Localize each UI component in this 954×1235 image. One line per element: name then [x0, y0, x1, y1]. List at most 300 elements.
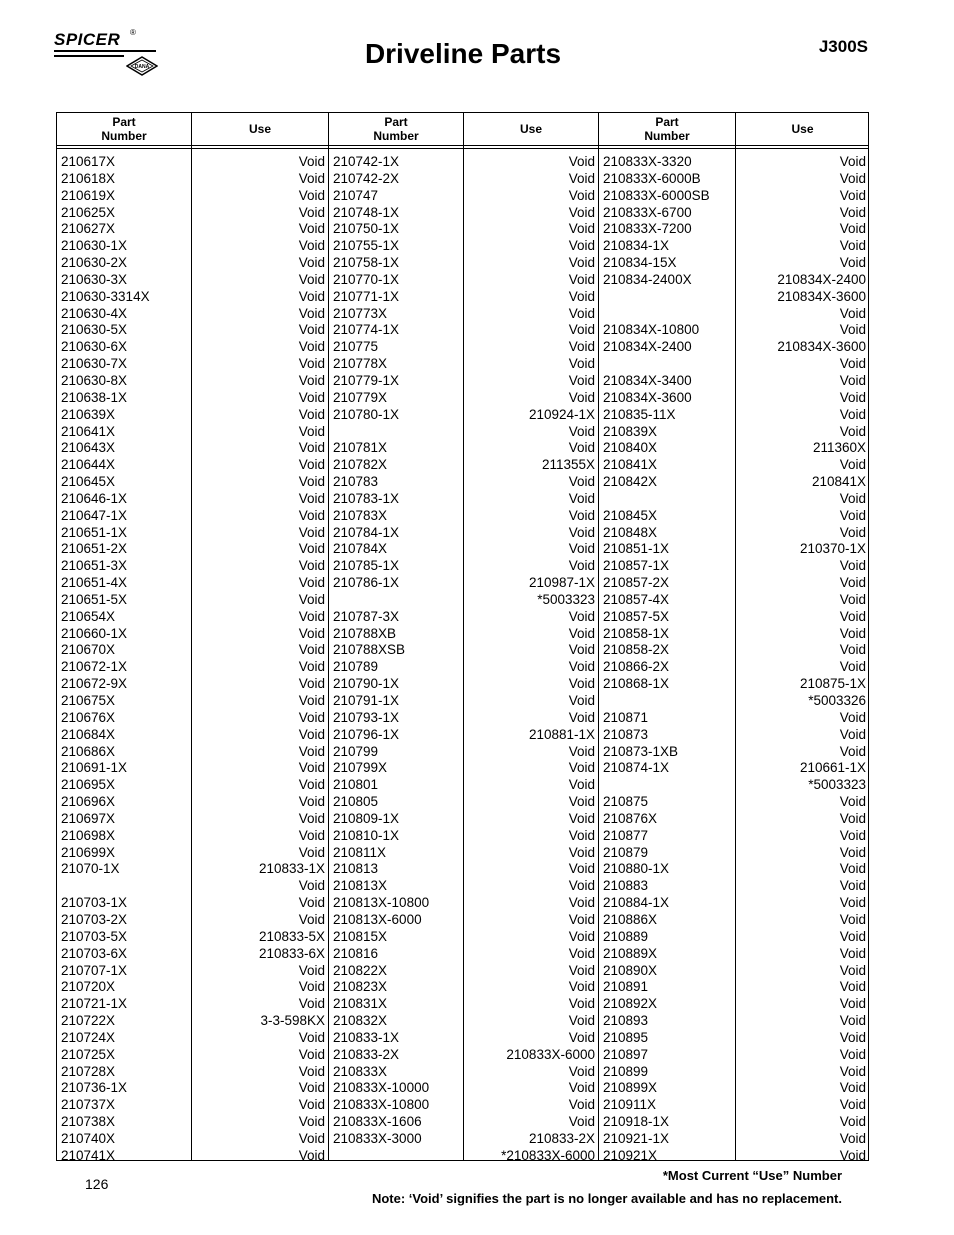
part-number: 210841X	[603, 457, 658, 473]
use-value: Void	[839, 305, 866, 321]
use-value: 210370-1X	[799, 541, 866, 557]
part-number: 210630-6X	[61, 339, 128, 355]
table-row	[329, 895, 598, 912]
use-value: Void	[298, 911, 325, 927]
use-value: 210841X	[811, 474, 866, 490]
part-number: 210676X	[61, 709, 116, 725]
part-number: 210857-5X	[603, 608, 670, 624]
table-row	[329, 1013, 598, 1030]
use-value: Void	[568, 187, 595, 203]
part-number: 210774-1X	[333, 322, 400, 338]
part-number: 210899	[603, 1063, 649, 1079]
table-row	[57, 541, 328, 558]
use-value: Void	[298, 204, 325, 220]
part-number: 210651-4X	[61, 575, 128, 591]
part-number: 210831X	[333, 996, 388, 1012]
table-row	[329, 289, 598, 306]
part-number: 210651-3X	[61, 558, 128, 574]
use-value: Void	[839, 255, 866, 271]
use-value: Void	[839, 911, 866, 927]
table-row	[599, 289, 869, 306]
table-row	[329, 626, 598, 643]
part-number: 210696X	[61, 794, 116, 810]
table-row	[329, 541, 598, 558]
use-value: Void	[298, 642, 325, 658]
use-value: Void	[298, 777, 325, 793]
table-row	[599, 979, 869, 996]
table-row	[329, 1064, 598, 1081]
table-row	[57, 626, 328, 643]
void-note: Note: ‘Void’ signifies the part is no longer available and has no replacement.	[371, 1191, 842, 1206]
use-value: Void	[568, 524, 595, 540]
use-value: Void	[568, 423, 595, 439]
use-value: Void	[839, 827, 866, 843]
use-value: Void	[298, 255, 325, 271]
table-row	[599, 710, 869, 727]
use-value: 211360X	[812, 440, 866, 456]
part-number: 210842X	[603, 474, 658, 490]
table-row	[57, 221, 328, 238]
use-value: *5003323	[537, 591, 595, 607]
use-value: Void	[298, 726, 325, 742]
table-row	[57, 676, 328, 693]
use-value: Void	[568, 238, 595, 254]
table-row	[329, 474, 598, 491]
table-row	[329, 306, 598, 323]
use-value: 210881-1X	[528, 726, 595, 742]
use-value: Void	[568, 541, 595, 557]
part-number: 210833X-6700	[603, 204, 692, 220]
part-number: 210675X	[61, 693, 116, 708]
table-row	[599, 407, 869, 424]
table-row	[599, 525, 869, 542]
part-number: 210813	[333, 861, 379, 877]
part-number: 210857-4X	[603, 591, 670, 607]
table-row	[57, 373, 328, 390]
part-number: 210740X	[61, 1130, 116, 1146]
use-value: Void	[839, 1029, 866, 1045]
parts-column-3	[599, 154, 869, 1165]
use-value: Void	[839, 844, 866, 860]
table-row	[57, 1114, 328, 1131]
table-row	[599, 457, 869, 474]
use-value: 210834X-3600	[777, 339, 866, 355]
use-value: Void	[568, 676, 595, 692]
use-value: Void	[839, 389, 866, 405]
use-value: Void	[568, 861, 595, 877]
use-value: Void	[568, 558, 595, 574]
table-row	[329, 1114, 598, 1131]
table-row	[57, 794, 328, 811]
use-value: Void	[839, 625, 866, 641]
part-number: 210755-1X	[333, 238, 400, 254]
table-row	[57, 575, 328, 592]
use-value: Void	[839, 1114, 866, 1130]
table-row	[329, 727, 598, 744]
table-row	[329, 221, 598, 238]
table-row	[57, 407, 328, 424]
use-value: Void	[839, 608, 866, 624]
part-number: 210784X	[333, 541, 388, 557]
parts-column-1	[57, 154, 328, 1165]
table-row	[57, 491, 328, 508]
use-value: Void	[298, 979, 325, 995]
part-number: 210775	[333, 339, 379, 355]
part-number: 210630-7X	[61, 356, 128, 372]
part-number: 210790-1X	[333, 676, 400, 692]
table-row	[57, 895, 328, 912]
table-row	[57, 861, 328, 878]
table-row	[599, 1114, 869, 1131]
use-value: Void	[568, 255, 595, 271]
use-value: 3-3-598KX	[260, 1013, 325, 1029]
part-number: 210833X-3000	[333, 1130, 422, 1146]
table-row	[599, 659, 869, 676]
table-row	[329, 710, 598, 727]
registered-mark: ®	[130, 28, 136, 37]
use-value: Void	[298, 693, 325, 708]
table-row	[329, 356, 598, 373]
part-number: 210851-1X	[603, 541, 670, 557]
use-value: Void	[839, 221, 866, 237]
table-row	[57, 946, 328, 963]
table-row	[329, 963, 598, 980]
most-current-note: *Most Current “Use” Number	[662, 1168, 842, 1183]
part-number: 210813X-10800	[333, 895, 430, 911]
use-value: Void	[839, 996, 866, 1012]
part-number: 210639X	[61, 406, 116, 422]
part-number: 210805	[333, 794, 379, 810]
part-number: 210651-1X	[61, 524, 128, 540]
part-number: 210782X	[333, 457, 388, 473]
svg-text:DANA: DANA	[134, 64, 150, 70]
table-row	[57, 306, 328, 323]
table-row	[57, 760, 328, 777]
part-number: 210813X-6000	[333, 911, 422, 927]
use-value: Void	[839, 962, 866, 978]
part-number: 210783X	[333, 507, 388, 523]
part-number: 210848X	[603, 524, 658, 540]
part-number: 210833X-10000	[333, 1080, 430, 1096]
table-row	[329, 760, 598, 777]
table-row	[599, 188, 869, 205]
part-number: 210742-2X	[333, 170, 400, 186]
use-value: Void	[568, 170, 595, 186]
header-use: Use	[248, 122, 271, 136]
part-number: 210799	[333, 743, 379, 759]
use-value: 210987-1X	[528, 575, 595, 591]
use-value: Void	[568, 743, 595, 759]
use-value: Void	[839, 861, 866, 877]
table-row	[57, 929, 328, 946]
table-row	[57, 878, 328, 895]
table-row	[599, 760, 869, 777]
table-row	[599, 339, 869, 356]
part-number: 210834X-10800	[603, 322, 700, 338]
part-number: 210741X	[61, 1147, 116, 1163]
part-number: 210748-1X	[333, 204, 400, 220]
use-value: Void	[568, 709, 595, 725]
use-value: Void	[839, 1097, 866, 1113]
table-row	[599, 895, 869, 912]
part-number: 210866-2X	[603, 659, 670, 675]
use-value: Void	[568, 760, 595, 776]
part-number: 210644X	[61, 457, 116, 473]
use-value: Void	[568, 339, 595, 355]
use-value: Void	[568, 288, 595, 304]
part-number: 210630-5X	[61, 322, 128, 338]
use-value: Void	[568, 507, 595, 523]
use-value: Void	[839, 575, 866, 591]
use-value: Void	[298, 457, 325, 473]
use-value: Void	[568, 794, 595, 810]
parts-column-2	[329, 154, 598, 1165]
part-number: 210845X	[603, 507, 658, 523]
table-row	[329, 744, 598, 761]
part-number: 210788XB	[333, 625, 397, 641]
table-row	[329, 609, 598, 626]
table-row	[599, 777, 869, 794]
table-row	[57, 744, 328, 761]
table-row	[57, 440, 328, 457]
part-number: 210783	[333, 474, 379, 490]
table-row	[599, 946, 869, 963]
use-value: Void	[298, 996, 325, 1012]
table-row	[329, 693, 598, 710]
use-value: Void	[839, 187, 866, 203]
use-value: Void	[568, 1013, 595, 1029]
table-row	[57, 710, 328, 727]
table-row	[599, 592, 869, 609]
table-row	[57, 592, 328, 609]
use-value: Void	[568, 440, 595, 456]
part-number: 210784-1X	[333, 524, 400, 540]
table-row	[599, 996, 869, 1013]
part-number: 210833-2X	[333, 1046, 400, 1062]
table-row	[57, 188, 328, 205]
table-row	[57, 322, 328, 339]
part-number: 210791-1X	[333, 693, 400, 708]
use-value: Void	[298, 170, 325, 186]
part-number: 210778X	[333, 356, 388, 372]
table-row	[599, 424, 869, 441]
use-value: Void	[298, 625, 325, 641]
table-row	[599, 1131, 869, 1148]
page-title: Driveline Parts	[364, 38, 562, 69]
table-row	[57, 356, 328, 373]
part-number: 210823X	[333, 979, 388, 995]
table-row	[599, 491, 869, 508]
parts-table	[56, 112, 869, 1161]
table-row	[329, 457, 598, 474]
use-value: Void	[298, 1046, 325, 1062]
use-value: Void	[839, 204, 866, 220]
table-row	[57, 979, 328, 996]
table-row	[57, 272, 328, 289]
part-number: 210647-1X	[61, 507, 128, 523]
part-number: 210787-3X	[333, 608, 400, 624]
part-number: 210771-1X	[333, 288, 400, 304]
use-value: Void	[568, 1029, 595, 1045]
use-value: Void	[298, 507, 325, 523]
model-code: J300S	[818, 37, 868, 56]
table-row	[57, 996, 328, 1013]
use-value: Void	[839, 558, 866, 574]
use-value: Void	[839, 726, 866, 742]
use-value: Void	[298, 423, 325, 439]
part-number: 210833X-1606	[333, 1114, 422, 1130]
table-row	[57, 205, 328, 222]
part-number: 210834-2400X	[603, 271, 692, 287]
part-number: 210833-1X	[333, 1029, 400, 1045]
part-number: 210742-1X	[333, 154, 400, 169]
use-value: Void	[568, 693, 595, 708]
table-row	[599, 828, 869, 845]
part-number: 210646-1X	[61, 490, 128, 506]
use-value: 210834X-2400	[777, 271, 866, 287]
part-number: 210857-1X	[603, 558, 670, 574]
part-number: 210884-1X	[603, 895, 670, 911]
part-number: 210630-3X	[61, 271, 128, 287]
use-value: Void	[839, 1046, 866, 1062]
use-value: Void	[568, 625, 595, 641]
use-value: Void	[568, 474, 595, 490]
table-row	[57, 1131, 328, 1148]
use-value: 211355X	[541, 457, 595, 473]
table-row	[599, 861, 869, 878]
table-row	[57, 642, 328, 659]
table-row	[599, 811, 869, 828]
use-value: Void	[568, 962, 595, 978]
use-value: Void	[298, 709, 325, 725]
use-value: Void	[298, 558, 325, 574]
use-value: Void	[839, 1130, 866, 1146]
table-row	[599, 171, 869, 188]
use-value: Void	[298, 810, 325, 826]
part-number: 210892X	[603, 996, 658, 1012]
use-value: Void	[298, 1130, 325, 1146]
use-value: Void	[298, 389, 325, 405]
use-value: Void	[568, 389, 595, 405]
part-number: 210618X	[61, 170, 116, 186]
use-value: Void	[839, 895, 866, 911]
table-row	[57, 693, 328, 710]
table-row	[599, 963, 869, 980]
part-number: 210840X	[603, 440, 658, 456]
part-number: 210722X	[61, 1013, 116, 1029]
part-number: 210736-1X	[61, 1080, 128, 1096]
use-value: Void	[298, 659, 325, 675]
header-part-number: Part Number	[373, 115, 419, 143]
use-value: 210834X-3600	[777, 288, 866, 304]
part-number: 210809-1X	[333, 810, 400, 826]
table-row	[599, 929, 869, 946]
part-number: 210889	[603, 928, 649, 944]
use-value: Void	[568, 154, 595, 169]
part-number: 210876X	[603, 810, 658, 826]
table-row	[599, 255, 869, 272]
part-number: 210899X	[603, 1080, 658, 1096]
table-row	[599, 626, 869, 643]
table-row	[329, 592, 598, 609]
use-value: Void	[298, 406, 325, 422]
part-number: 210868-1X	[603, 676, 670, 692]
table-row	[599, 272, 869, 289]
use-value: Void	[839, 154, 866, 169]
part-number: 210781X	[333, 440, 388, 456]
part-number: 210773X	[333, 305, 388, 321]
use-value: Void	[568, 810, 595, 826]
table-row	[57, 525, 328, 542]
table-row	[329, 205, 598, 222]
table-row	[57, 912, 328, 929]
table-row	[329, 508, 598, 525]
part-number: 210779-1X	[333, 372, 400, 388]
part-number: 210813X	[333, 878, 388, 894]
table-row	[57, 1047, 328, 1064]
use-value: Void	[298, 271, 325, 287]
use-value: Void	[298, 372, 325, 388]
use-value: Void	[839, 878, 866, 894]
table-row	[599, 373, 869, 390]
use-value: Void	[568, 221, 595, 237]
table-row	[329, 642, 598, 659]
table-row	[329, 238, 598, 255]
table-row	[329, 659, 598, 676]
part-number: 210750-1X	[333, 221, 400, 237]
table-row	[57, 390, 328, 407]
part-number: 210720X	[61, 979, 116, 995]
table-row	[599, 794, 869, 811]
part-number: 210779X	[333, 389, 388, 405]
part-number: 210858-1X	[603, 625, 670, 641]
use-value: Void	[568, 608, 595, 624]
part-number: 210725X	[61, 1046, 116, 1062]
use-value: Void	[568, 996, 595, 1012]
use-value: Void	[839, 406, 866, 422]
part-number: 210832X	[333, 1013, 388, 1029]
table-row	[599, 878, 869, 895]
part-number: 210874-1X	[603, 760, 670, 776]
table-row	[329, 390, 598, 407]
use-value: Void	[839, 490, 866, 506]
header-use: Use	[791, 122, 814, 136]
part-number: 210801	[333, 777, 379, 793]
part-number: 210627X	[61, 221, 116, 237]
use-value: 210833-5X	[258, 928, 325, 944]
table-row	[329, 255, 598, 272]
part-number: 210834X-3600	[603, 389, 692, 405]
table-row	[57, 777, 328, 794]
part-number: 210833X-3320	[603, 154, 692, 169]
table-row	[599, 676, 869, 693]
part-number: 210835-11X	[603, 406, 676, 422]
use-value: Void	[568, 271, 595, 287]
use-value: Void	[839, 322, 866, 338]
use-value: Void	[568, 844, 595, 860]
use-value: 210833-6X	[258, 945, 325, 961]
table-row	[329, 272, 598, 289]
use-value: Void	[298, 895, 325, 911]
use-value: Void	[839, 507, 866, 523]
table-row	[329, 878, 598, 895]
part-number: 21070-1X	[61, 861, 120, 877]
brand-name: SPICER	[54, 30, 121, 49]
use-value: Void	[298, 760, 325, 776]
table-row	[57, 339, 328, 356]
part-number: 210834-1X	[603, 238, 670, 254]
part-number: 210834X-3400	[603, 372, 692, 388]
